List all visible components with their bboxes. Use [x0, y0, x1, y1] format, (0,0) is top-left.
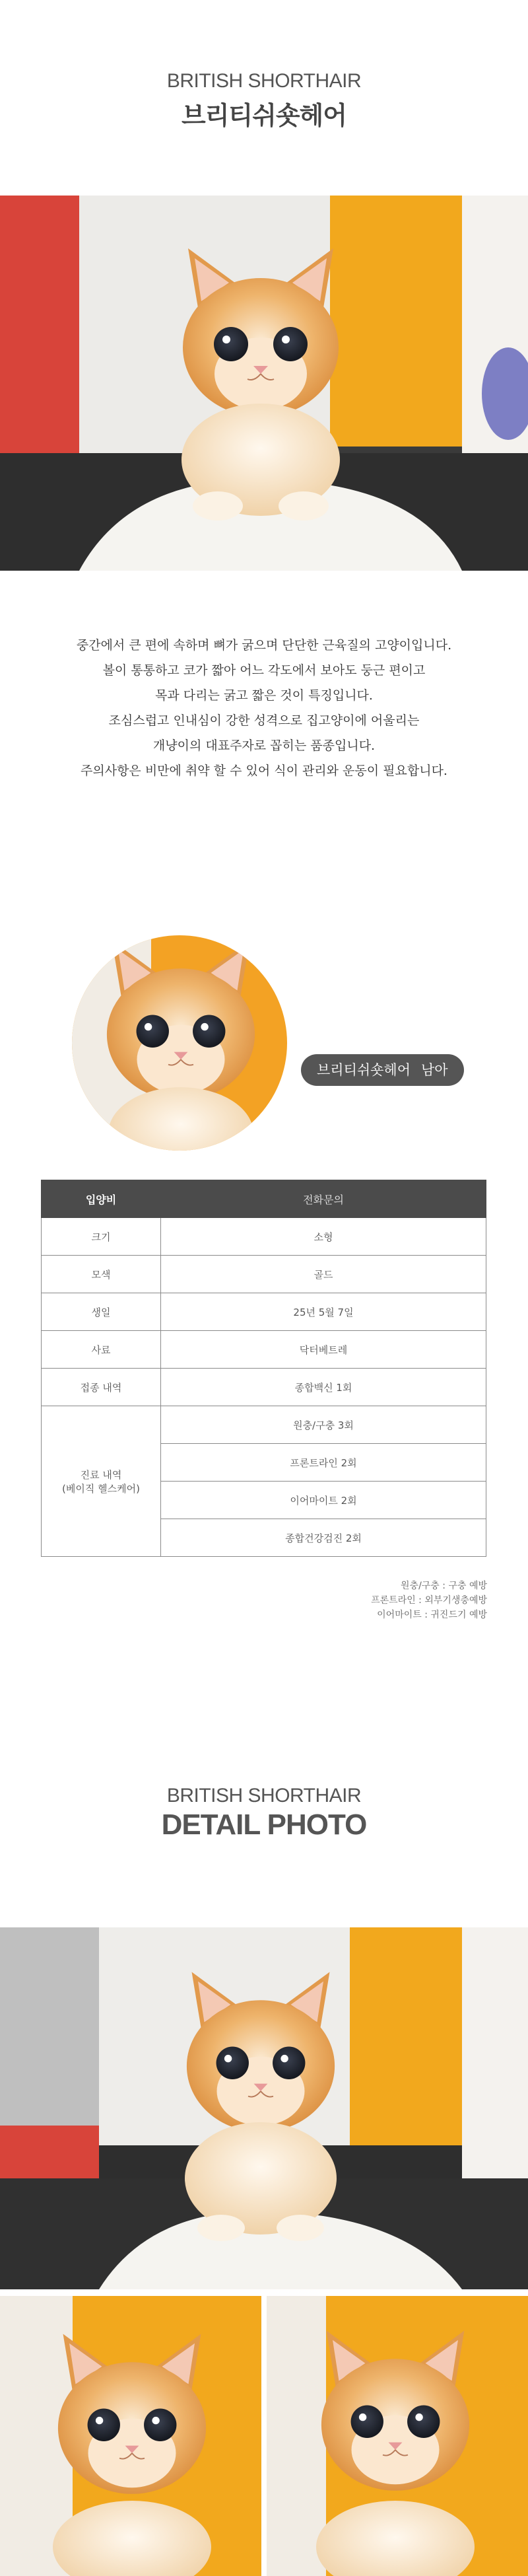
- hero-cat-photo: [0, 196, 528, 571]
- detail-title: DETAIL PHOTO: [161, 1808, 367, 1841]
- row-label: 접종 내역: [42, 1369, 161, 1406]
- row-value: 종합백신 1회: [161, 1369, 486, 1406]
- medical-value: 프론트라인 2회: [161, 1444, 486, 1482]
- detail-photo-main: [0, 1927, 528, 2289]
- badge-breed: 브리티쉬숏헤어: [317, 1062, 411, 1078]
- medical-label-line1: 진료 내역: [80, 1468, 122, 1481]
- breed-description: [0, 633, 528, 783]
- table-row: [42, 1293, 486, 1331]
- note-line: 원충/구충 : 구충 예방: [401, 1581, 487, 1591]
- badge-gender: 남아: [421, 1062, 448, 1078]
- medical-label-line2: (베이직 헬스케어): [62, 1482, 140, 1495]
- medical-notes: [371, 1579, 487, 1622]
- description-line: 개냥이의 대표주자로 꼽히는 품종입니다.: [152, 738, 376, 753]
- medical-value: 종합건강검진 2회: [161, 1519, 486, 1557]
- table-row: [42, 1369, 486, 1406]
- description-line: 주의사항은 비만에 취약 할 수 있어 식이 관리와 운동이 필요합니다.: [81, 764, 447, 778]
- table-row: [42, 1256, 486, 1293]
- row-value: 골드: [161, 1256, 486, 1293]
- breed-gender-badge: [301, 1054, 464, 1086]
- row-value: 25년 5월 7일: [161, 1293, 486, 1331]
- table-row: [42, 1218, 486, 1256]
- profile-photo: [72, 935, 287, 1151]
- header-title-en: BRITISH SHORTHAIR: [166, 70, 362, 92]
- table-row: [42, 1406, 486, 1444]
- row-label: 모색: [42, 1256, 161, 1293]
- section-header-breed: [0, 70, 528, 131]
- medical-history-label: [42, 1406, 161, 1557]
- detail-title-en: BRITISH SHORTHAIR: [166, 1785, 362, 1807]
- description-line: 볼이 통통하고 코가 짧아 어느 각도에서 보아도 둥근 편이고: [102, 663, 426, 678]
- note-line: 프론트라인 : 외부기생충예방: [371, 1595, 487, 1606]
- section-header-detail: [0, 1785, 528, 1842]
- row-value: 닥터베트레: [161, 1331, 486, 1369]
- detail-photo-left: [0, 2296, 261, 2576]
- adoption-fee-value: 전화문의: [161, 1180, 486, 1218]
- row-label: 크기: [42, 1218, 161, 1256]
- medical-value: 원충/구충 3회: [161, 1406, 486, 1444]
- header-title-ko: 브리티쉬숏헤어: [182, 101, 346, 130]
- description-line: 목과 다리는 굵고 짧은 것이 특징입니다.: [155, 688, 373, 703]
- row-value: 소형: [161, 1218, 486, 1256]
- table-header-row: [42, 1180, 486, 1218]
- info-table: [41, 1180, 486, 1557]
- description-line: 조심스럽고 인내심이 강한 성격으로 집고양이에 어울리는: [108, 713, 420, 728]
- description-line: 중간에서 큰 편에 속하며 뼈가 굵으며 단단한 근육질의 고양이입니다.: [76, 638, 452, 653]
- adoption-fee-label: 입양비: [42, 1180, 161, 1218]
- detail-photo-right: [267, 2296, 528, 2576]
- note-line: 이어마이트 : 귀진드기 예방: [377, 1610, 487, 1620]
- row-label: 생일: [42, 1293, 161, 1331]
- table-row: [42, 1331, 486, 1369]
- medical-value: 이어마이트 2회: [161, 1482, 486, 1519]
- row-label: 사료: [42, 1331, 161, 1369]
